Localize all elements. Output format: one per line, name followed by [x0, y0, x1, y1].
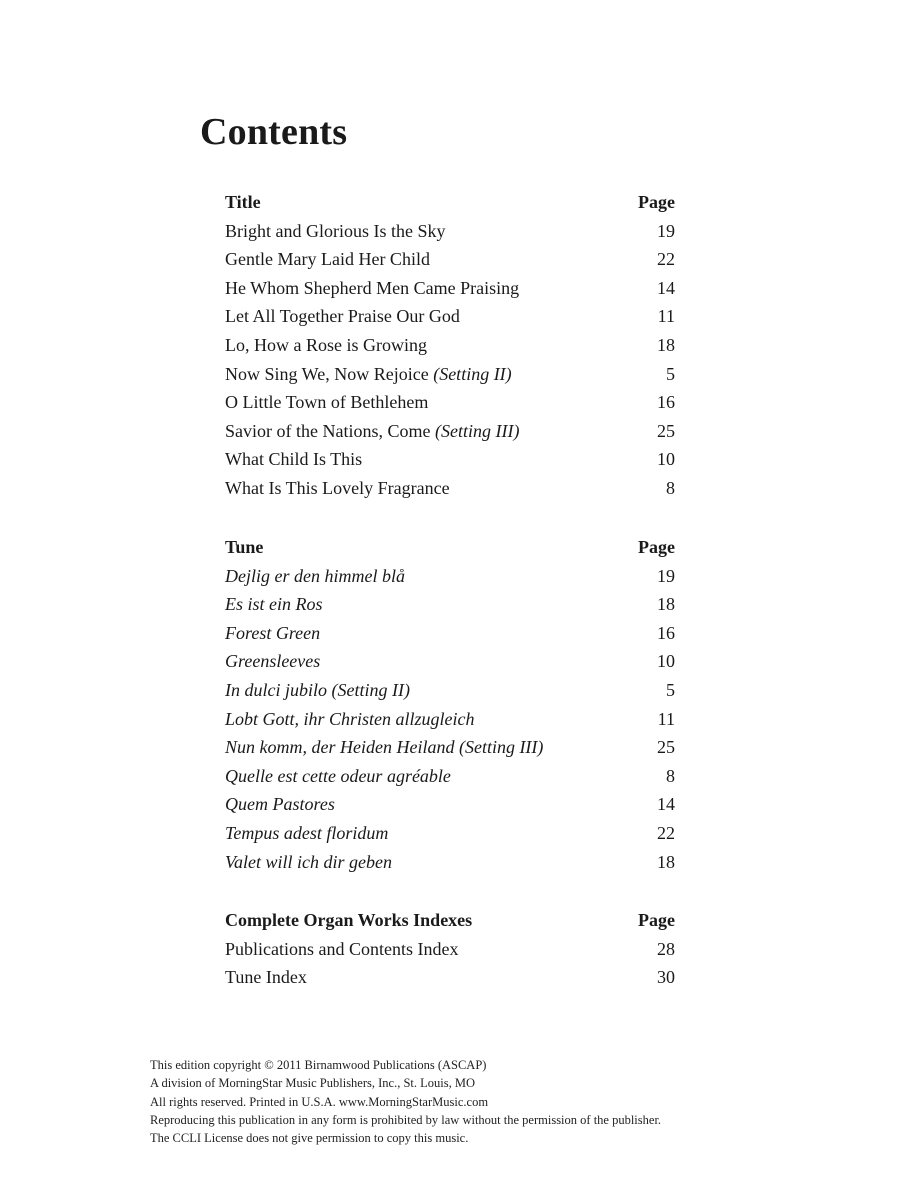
title-entry-title [225, 388, 428, 417]
index-entry-page: 28 [657, 938, 675, 959]
tune-entry-title [225, 590, 323, 619]
title-entry-text: What Is This Lovely Fragrance [225, 477, 450, 498]
tune-entry-title [225, 562, 405, 591]
title-entry-text: Bright and Glorious Is the Sky [225, 220, 446, 241]
tune-entry-text: Es ist ein Ros [225, 594, 323, 615]
title-entry-title [225, 274, 519, 303]
title-entry-text: Gentle Mary Laid Her Child [225, 249, 430, 270]
tune-entry-page: 10 [657, 651, 675, 672]
title-entry-title [225, 417, 519, 446]
title-entry-page: 11 [657, 306, 675, 327]
tune-entry-page: 18 [657, 594, 675, 615]
page-column-header: Page [638, 910, 675, 930]
tune-entry-title [225, 647, 320, 676]
indexes-list [225, 935, 675, 992]
tune-row [225, 676, 675, 705]
title-entry-text: Lo, How a Rose is Growing [225, 334, 427, 355]
tune-entry-page: 19 [657, 565, 675, 586]
tune-column-header: Tune [225, 537, 264, 557]
tune-entry-page: 8 [666, 765, 675, 786]
footer-line: All rights reserved. Printed in U.S.A. www.MorningStarMusic.com [150, 1094, 489, 1109]
title-entry-page: 5 [666, 363, 675, 384]
indexes-section-header [225, 906, 675, 935]
page-column-header: Page [638, 192, 675, 212]
tune-entry-title [225, 733, 543, 762]
index-entry-text: Tune Index [225, 967, 307, 988]
title-entry-text: He Whom Shepherd Men Came Praising [225, 277, 520, 298]
title-entry-page: 25 [657, 420, 675, 441]
title-entry-page: 18 [657, 334, 675, 355]
footer-line: Reproducing this publication in any form is prohibited by law without the permission of the publisher. [150, 1112, 662, 1127]
title-entry-title [225, 360, 512, 389]
title-row [225, 417, 675, 446]
title-section [225, 188, 675, 503]
title-entry-page: 10 [657, 449, 675, 470]
title-section-header [225, 188, 675, 217]
tune-entry-page: 14 [657, 794, 675, 815]
tune-entry-text: In dulci jubilo (Setting II) [225, 679, 410, 700]
title-entry-text: Savior of the Nations, Come [225, 420, 431, 441]
tune-entry-title [225, 676, 410, 705]
title-row [225, 474, 675, 503]
tune-row [225, 590, 675, 619]
page-title: Contents [200, 111, 348, 153]
title-entry-title [225, 331, 427, 360]
title-row [225, 388, 675, 417]
tune-entry-title [225, 705, 475, 734]
title-entry-setting-note: (Setting III) [434, 420, 520, 441]
tune-entry-text: Quelle est cette odeur agréable [225, 765, 451, 786]
index-entry-title [225, 935, 458, 964]
tune-entry-text: Valet will ich dir geben [225, 851, 392, 872]
title-entry-title [225, 217, 446, 246]
title-row [225, 217, 675, 246]
title-entry-title [225, 302, 460, 331]
title-entry-title [225, 445, 362, 474]
tune-entry-text: Quem Pastores [225, 794, 335, 815]
title-row [225, 245, 675, 274]
tune-section-header [225, 533, 675, 562]
tune-entry-text: Nun komm, der Heiden Heiland (Setting III) [225, 737, 544, 758]
title-entry-page: 14 [657, 277, 675, 298]
index-row [225, 963, 675, 992]
tune-entry-page: 16 [657, 622, 675, 643]
index-entry-page: 30 [657, 967, 675, 988]
tune-entry-page: 11 [657, 708, 675, 729]
tune-entry-title [225, 762, 451, 791]
tune-row [225, 733, 675, 762]
tune-entry-page: 22 [657, 822, 675, 843]
title-row [225, 302, 675, 331]
tune-entry-page: 25 [657, 737, 675, 758]
tune-entry-text: Lobt Gott, ihr Christen allzugleich [225, 708, 475, 729]
footer-line: This edition copyright © 2011 Birnamwood Publications (ASCAP) [150, 1058, 487, 1072]
tune-entry-title [225, 790, 335, 819]
title-row [225, 445, 675, 474]
footer-line: A division of MorningStar Music Publishers, Inc., St. Louis, MO [150, 1076, 476, 1091]
page-column-header: Page [638, 537, 675, 557]
tune-entry-title [225, 848, 392, 877]
title-entry-title [225, 245, 430, 274]
title-entry-page: 8 [666, 477, 675, 498]
tune-row [225, 819, 675, 848]
title-entry-page: 16 [657, 392, 675, 413]
title-entry-text: Let All Together Praise Our God [225, 306, 460, 327]
tune-entry-title [225, 619, 320, 648]
title-row [225, 331, 675, 360]
index-entry-text: Publications and Contents Index [225, 938, 459, 959]
tune-row [225, 705, 675, 734]
tune-entry-page: 18 [657, 851, 675, 872]
tune-entry-title [225, 819, 388, 848]
tune-row [225, 762, 675, 791]
tune-list [225, 562, 675, 877]
tune-row [225, 647, 675, 676]
indexes-section [225, 906, 675, 992]
tune-entry-text: Forest Green [225, 622, 321, 643]
tune-entry-text: Tempus adest floridum [225, 822, 389, 843]
title-column-header: Title [225, 192, 261, 212]
tune-row [225, 848, 675, 877]
tune-entry-text: Greensleeves [225, 651, 321, 672]
tune-row [225, 562, 675, 591]
title-row [225, 360, 675, 389]
title-entry-text: What Child Is This [225, 449, 363, 470]
indexes-column-header: Complete Organ Works Indexes [225, 910, 473, 930]
title-entry-setting-note: (Setting II) [433, 363, 512, 384]
title-row [225, 274, 675, 303]
footer-line: The CCLI License does not give permission to copy this music. [150, 1131, 469, 1146]
tune-entry-page: 5 [666, 679, 675, 700]
title-entry-page: 22 [657, 249, 675, 270]
tune-section [225, 533, 675, 876]
index-row [225, 935, 675, 964]
title-entry-text: O Little Town of Bethlehem [225, 392, 429, 413]
copyright-footer [150, 1056, 790, 1147]
title-entry-page: 19 [657, 220, 675, 241]
title-entry-text: Now Sing We, Now Rejoice [225, 363, 429, 384]
tune-row [225, 619, 675, 648]
title-entry-title [225, 474, 450, 503]
tune-row [225, 790, 675, 819]
title-list [225, 217, 675, 503]
index-entry-title [225, 963, 307, 992]
tune-entry-text: Dejlig er den himmel blå [225, 565, 405, 586]
